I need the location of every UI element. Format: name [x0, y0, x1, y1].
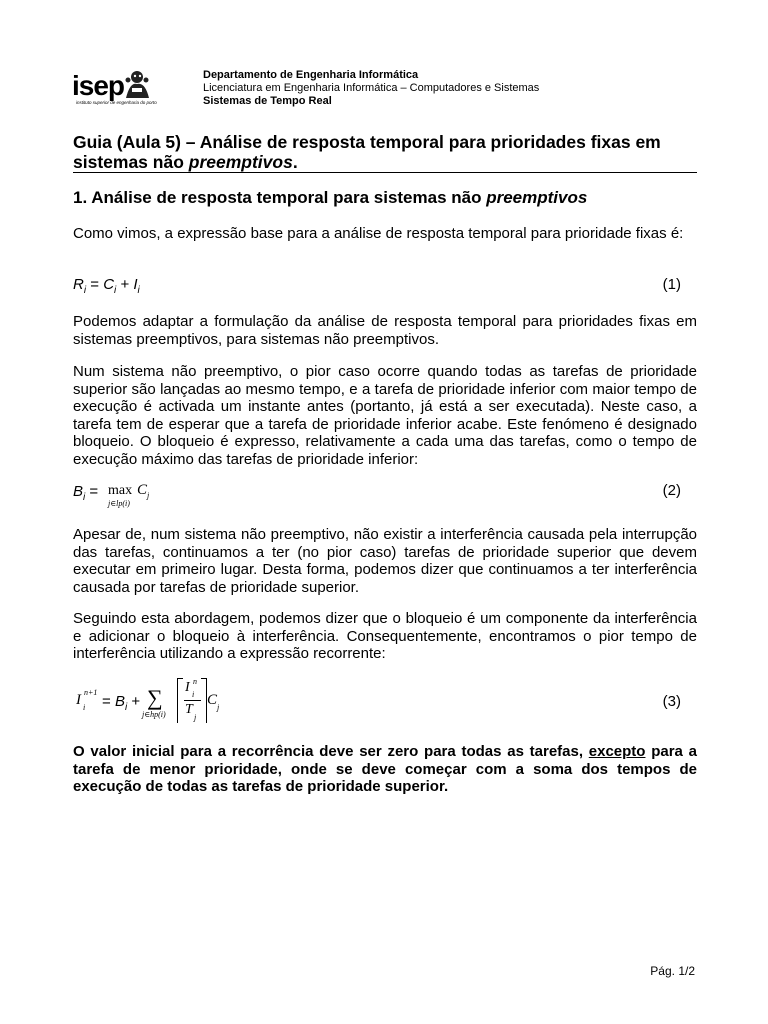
paragraph-5: Seguindo esta abordagem, podemos dizer que o bloqueio é um componente da interferência e adicionar o bloqueio à interferência. Consequentemente, encontramos o pior tempo de interferência utilizando a expressão recorrente: [73, 610, 697, 662]
excepto-underlined: excepto [588, 743, 646, 760]
title-rule [73, 172, 697, 173]
fraction-bar [184, 700, 201, 701]
paragraph-4: Apesar de, num sistema não preemptivo, não existir a interferência causada pela interrupção das tarefas, continuamos a ter (no pior caso) tarefas de prioridade superior que devem executar em primeiro lugar. Desta forma, podemos dizer que continuamos a ter interferência causada por tarefas de prioridade superior. [73, 526, 697, 596]
equation-3-number: (3) [662, 693, 681, 710]
eq2-C: C [137, 482, 148, 498]
department-name: Departamento de Engenharia Informática [203, 69, 419, 81]
section-heading-italic: preemptivos [486, 188, 588, 207]
eq3-sigma-subscript: j∈hp(i) [142, 710, 166, 719]
paragraph-1: Como vimos, a expressão base para a análise de resposta temporal para prioridade fixas é: [73, 225, 684, 242]
paragraph-3: Num sistema não preemptivo, o pior caso ocorre quando todas as tarefas de prioridade superior são lançadas ao mesmo tempo, e a tarefa de prioridade inferior com maior tempo de execução é activada um instante antes (portanto, já está a ser executada). Neste caso, a tarefa tem de esperar que a tarefa de prioridade inferior acabe. Este fenómeno é designado bloqueio. O bloqueio é expresso, relativamente a cada uma das tarefas, como o tempo de execução máximo das tarefas de prioridade inferior: [73, 363, 697, 468]
logo-subtext: instituto superior de engenharia do porto [76, 100, 157, 105]
paragraph-2: Podemos adaptar a formulação da análise de resposta temporal para prioridades fixas em sistemas preemptivos, para sistemas não preemptivos. [73, 313, 697, 348]
course-name: Sistemas de Tempo Real [203, 95, 332, 107]
section-heading [73, 188, 587, 208]
ceil-left-bracket [177, 678, 183, 723]
logo-text: isep [72, 70, 125, 101]
title-end: . [292, 152, 298, 172]
equation-2-number: (2) [662, 482, 681, 499]
page-number: Pág. 1/2 [650, 964, 695, 978]
eq2-max: max [108, 483, 133, 498]
equation-1-number: (1) [662, 276, 681, 293]
logo-emblem-icon [122, 68, 152, 102]
eq3-num-I: I [185, 680, 190, 695]
page-title [73, 132, 697, 172]
eq1-R: R [73, 276, 84, 293]
isep-logo [72, 66, 188, 110]
eq3-sigma: ∑ [147, 685, 163, 710]
equation-2: $B_i$ = max j∈lp(i) $C_j$ [73, 482, 150, 508]
header-info [203, 69, 539, 108]
bold-note: O valor inicial para a recorrência deve ser zero para todas as tarefas, excepto para a tarefa de menor prioridade, onde se deve começar com a soma dos tempos de execução de todas as tarefas de prioridade superior. [73, 743, 697, 795]
title-italic: preemptivos [188, 152, 293, 172]
eq3-den-T: T [185, 702, 193, 717]
eq2-B: B [73, 483, 84, 500]
equation-1: $R_i = C_i + I_i$ [73, 276, 140, 296]
eq3-I: I [76, 692, 81, 708]
eq3-B: B [114, 693, 125, 710]
eq3-C: C [207, 692, 218, 708]
equation-3: I n+1 i = $B_i$ + ∑ j∈hp(i) I n i T j C j [76, 677, 220, 722]
section-heading-text: 1. Análise de resposta temporal para sistemas não [73, 188, 487, 207]
degree-name: Licenciatura em Engenharia Informática – Computadores e Sistemas [203, 82, 540, 94]
title-text: Guia (Aula 5) – Análise de resposta temporal para prioridades fixas em sistemas não [73, 132, 661, 172]
eq2-max-subscript: j∈lp(i) [108, 499, 130, 508]
